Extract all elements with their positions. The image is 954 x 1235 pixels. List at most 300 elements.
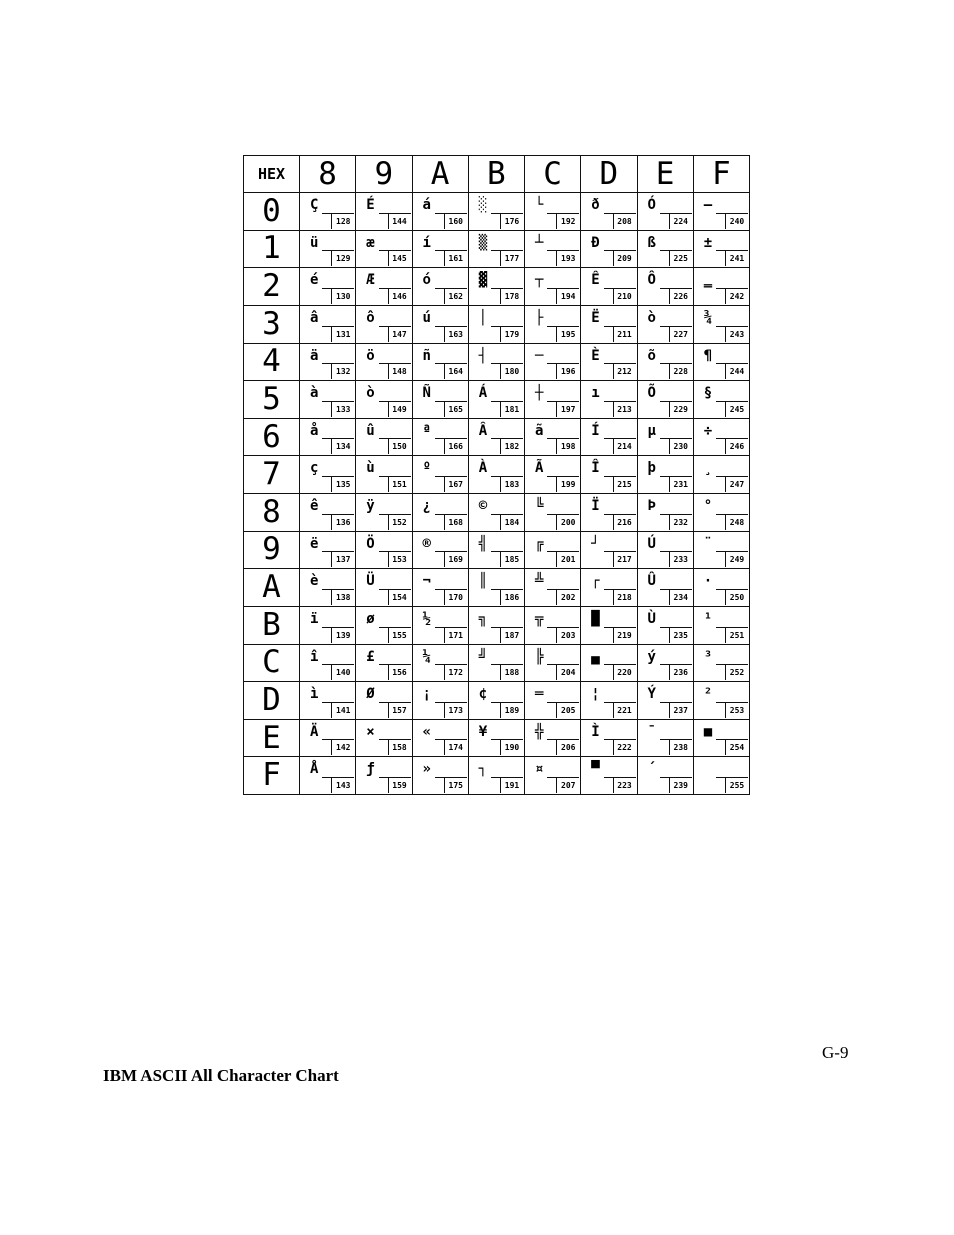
column-header: B bbox=[468, 156, 524, 193]
character-glyph: þ bbox=[647, 460, 656, 477]
character-cell bbox=[693, 644, 749, 682]
character-glyph: Û bbox=[647, 573, 656, 590]
character-glyph: í bbox=[422, 234, 431, 251]
character-cell bbox=[525, 418, 581, 456]
decimal-code: 178 bbox=[500, 288, 523, 304]
character-glyph: Ú bbox=[647, 535, 656, 552]
character-glyph: ╠ bbox=[535, 648, 544, 665]
character-glyph: Î bbox=[591, 460, 600, 477]
character-glyph: î bbox=[310, 648, 319, 665]
character-cell bbox=[525, 343, 581, 381]
character-glyph: ▀ bbox=[591, 761, 600, 778]
chart-caption: IBM ASCII All Character Chart bbox=[103, 1066, 339, 1085]
character-cell bbox=[468, 569, 524, 607]
character-cell bbox=[637, 305, 693, 343]
character-cell bbox=[356, 606, 412, 644]
character-glyph: ▓ bbox=[478, 272, 488, 289]
character-cell bbox=[693, 719, 749, 757]
character-cell bbox=[468, 305, 524, 343]
character-cell bbox=[637, 606, 693, 644]
row-header: 6 bbox=[244, 418, 300, 456]
decimal-code: 225 bbox=[669, 250, 692, 266]
decimal-code: 182 bbox=[500, 438, 523, 454]
decimal-code: 209 bbox=[613, 250, 636, 266]
character-glyph: ¤ bbox=[535, 761, 544, 778]
character-glyph: ä bbox=[310, 347, 319, 364]
character-glyph: ñ bbox=[422, 347, 431, 364]
character-glyph: Í bbox=[591, 422, 600, 439]
character-cell bbox=[300, 268, 356, 306]
decimal-code: 242 bbox=[725, 288, 748, 304]
character-glyph: ¡ bbox=[422, 686, 431, 703]
character-glyph: ð bbox=[591, 197, 600, 213]
character-glyph: ┬ bbox=[535, 272, 544, 289]
character-cell bbox=[468, 193, 524, 231]
column-header: C bbox=[525, 156, 581, 193]
table-row bbox=[244, 757, 750, 795]
character-glyph: è bbox=[310, 573, 319, 590]
character-glyph: Ä bbox=[310, 723, 319, 740]
decimal-code: 150 bbox=[388, 438, 411, 454]
decimal-code: 176 bbox=[500, 213, 523, 229]
character-cell bbox=[693, 531, 749, 569]
character-cell bbox=[356, 230, 412, 268]
row-header: B bbox=[244, 606, 300, 644]
character-cell bbox=[356, 268, 412, 306]
character-glyph: Þ bbox=[647, 498, 656, 514]
character-cell bbox=[412, 305, 468, 343]
row-header: F bbox=[244, 757, 300, 795]
table-row bbox=[244, 606, 750, 644]
character-cell bbox=[356, 682, 412, 720]
decimal-code: 167 bbox=[444, 476, 467, 492]
decimal-code: 233 bbox=[669, 551, 692, 567]
character-glyph: ╣ bbox=[478, 535, 488, 552]
decimal-code: 228 bbox=[669, 363, 692, 379]
decimal-code: 137 bbox=[331, 551, 354, 567]
character-glyph: ÿ bbox=[366, 498, 375, 514]
character-cell bbox=[300, 606, 356, 644]
decimal-code: 241 bbox=[725, 250, 748, 266]
character-glyph: Æ bbox=[366, 272, 375, 289]
character-glyph: Ø bbox=[366, 686, 375, 703]
decimal-code: 152 bbox=[388, 514, 411, 530]
character-glyph: Ã bbox=[535, 460, 544, 477]
character-glyph: Ñ bbox=[422, 385, 431, 402]
column-header: A bbox=[412, 156, 468, 193]
decimal-code: 183 bbox=[500, 476, 523, 492]
character-cell bbox=[300, 682, 356, 720]
character-glyph: Đ bbox=[591, 234, 600, 251]
character-cell bbox=[525, 381, 581, 419]
character-cell bbox=[412, 682, 468, 720]
character-cell bbox=[637, 268, 693, 306]
decimal-code: 139 bbox=[331, 627, 354, 643]
character-glyph: ² bbox=[703, 686, 713, 703]
decimal-code: 192 bbox=[556, 213, 579, 229]
character-cell bbox=[468, 719, 524, 757]
character-glyph: ¥ bbox=[478, 723, 488, 740]
character-cell bbox=[693, 456, 749, 494]
character-cell bbox=[412, 531, 468, 569]
character-cell bbox=[637, 456, 693, 494]
character-cell bbox=[300, 757, 356, 795]
decimal-code: 207 bbox=[556, 777, 579, 793]
decimal-code: 163 bbox=[444, 326, 467, 342]
character-cell bbox=[637, 531, 693, 569]
character-glyph: Â bbox=[478, 422, 488, 439]
decimal-code: 237 bbox=[669, 702, 692, 718]
character-glyph: À bbox=[478, 460, 488, 477]
decimal-code: 168 bbox=[444, 514, 467, 530]
character-glyph: â bbox=[310, 309, 319, 326]
decimal-code: 232 bbox=[669, 514, 692, 530]
character-glyph: ° bbox=[703, 498, 713, 514]
character-glyph: ƒ bbox=[366, 761, 375, 778]
character-glyph: ü bbox=[310, 234, 319, 251]
character-cell bbox=[412, 569, 468, 607]
character-cell bbox=[581, 606, 637, 644]
character-cell bbox=[581, 268, 637, 306]
decimal-code: 179 bbox=[500, 326, 523, 342]
row-header: E bbox=[244, 719, 300, 757]
character-cell bbox=[525, 230, 581, 268]
table-row bbox=[244, 682, 750, 720]
row-header: 0 bbox=[244, 193, 300, 231]
decimal-code: 208 bbox=[613, 213, 636, 229]
character-cell bbox=[468, 268, 524, 306]
character-cell bbox=[300, 381, 356, 419]
decimal-code: 203 bbox=[556, 627, 579, 643]
character-cell bbox=[525, 305, 581, 343]
character-glyph: õ bbox=[647, 347, 656, 364]
character-glyph: ¯ bbox=[647, 723, 656, 740]
character-cell bbox=[693, 682, 749, 720]
character-cell bbox=[637, 569, 693, 607]
chart-header bbox=[244, 156, 750, 193]
decimal-code: 240 bbox=[725, 213, 748, 229]
character-cell bbox=[693, 494, 749, 532]
decimal-code: 160 bbox=[444, 213, 467, 229]
decimal-code: 156 bbox=[388, 664, 411, 680]
decimal-code: 254 bbox=[725, 739, 748, 755]
character-glyph: » bbox=[422, 761, 431, 778]
character-glyph: ı bbox=[591, 385, 600, 402]
character-glyph: ╦ bbox=[535, 610, 544, 627]
character-glyph: à bbox=[310, 385, 319, 402]
decimal-code: 227 bbox=[669, 326, 692, 342]
decimal-code: 185 bbox=[500, 551, 523, 567]
character-cell bbox=[581, 757, 637, 795]
character-glyph: ÷ bbox=[703, 422, 713, 439]
character-glyph: — bbox=[703, 197, 713, 213]
row-header: 2 bbox=[244, 268, 300, 306]
character-glyph: « bbox=[422, 723, 431, 740]
character-glyph: Ô bbox=[647, 272, 656, 289]
character-glyph: · bbox=[703, 573, 713, 590]
character-glyph: ¾ bbox=[703, 309, 713, 326]
decimal-code: 141 bbox=[331, 702, 354, 718]
table-row bbox=[244, 569, 750, 607]
character-glyph: └ bbox=[535, 197, 544, 213]
decimal-code: 195 bbox=[556, 326, 579, 342]
table-row bbox=[244, 644, 750, 682]
row-header: 9 bbox=[244, 531, 300, 569]
decimal-code: 206 bbox=[556, 739, 579, 755]
character-cell bbox=[581, 494, 637, 532]
character-cell bbox=[525, 494, 581, 532]
character-glyph: é bbox=[310, 272, 319, 289]
character-cell bbox=[525, 531, 581, 569]
decimal-code: 135 bbox=[331, 476, 354, 492]
decimal-code: 142 bbox=[331, 739, 354, 755]
decimal-code: 191 bbox=[500, 777, 523, 793]
decimal-code: 245 bbox=[725, 401, 748, 417]
row-header: 5 bbox=[244, 381, 300, 419]
table-row bbox=[244, 305, 750, 343]
character-glyph: Ì bbox=[591, 723, 600, 740]
character-glyph: ┌ bbox=[591, 573, 600, 590]
character-cell bbox=[637, 682, 693, 720]
character-glyph: ´ bbox=[647, 761, 656, 778]
character-cell bbox=[525, 569, 581, 607]
character-cell bbox=[356, 418, 412, 456]
character-glyph: ¨ bbox=[703, 535, 713, 552]
row-header: 7 bbox=[244, 456, 300, 494]
character-cell bbox=[581, 644, 637, 682]
decimal-code: 162 bbox=[444, 288, 467, 304]
character-glyph: ▄ bbox=[591, 648, 600, 665]
character-glyph: ■ bbox=[703, 723, 713, 740]
character-cell bbox=[581, 193, 637, 231]
decimal-code: 174 bbox=[444, 739, 467, 755]
decimal-code: 128 bbox=[331, 213, 354, 229]
character-glyph: ß bbox=[647, 234, 656, 251]
decimal-code: 148 bbox=[388, 363, 411, 379]
character-glyph: ½ bbox=[422, 610, 431, 627]
character-cell bbox=[356, 305, 412, 343]
decimal-code: 236 bbox=[669, 664, 692, 680]
chart-body bbox=[244, 193, 750, 795]
decimal-code: 186 bbox=[500, 589, 523, 605]
row-header: 3 bbox=[244, 305, 300, 343]
decimal-code: 173 bbox=[444, 702, 467, 718]
decimal-code: 210 bbox=[613, 288, 636, 304]
character-glyph: ═ bbox=[535, 686, 544, 703]
character-glyph: ╩ bbox=[535, 573, 544, 590]
character-cell bbox=[412, 193, 468, 231]
character-glyph: Ë bbox=[591, 309, 600, 326]
decimal-code: 155 bbox=[388, 627, 411, 643]
decimal-code: 189 bbox=[500, 702, 523, 718]
decimal-code: 184 bbox=[500, 514, 523, 530]
decimal-code: 216 bbox=[613, 514, 636, 530]
decimal-code: 149 bbox=[388, 401, 411, 417]
decimal-code: 134 bbox=[331, 438, 354, 454]
character-cell bbox=[356, 531, 412, 569]
decimal-code: 197 bbox=[556, 401, 579, 417]
character-glyph: ╝ bbox=[478, 648, 488, 665]
decimal-code: 177 bbox=[500, 250, 523, 266]
character-glyph: ─ bbox=[535, 347, 544, 364]
character-cell bbox=[412, 494, 468, 532]
character-glyph: ¬ bbox=[422, 573, 431, 590]
decimal-code: 129 bbox=[331, 250, 354, 266]
decimal-code: 157 bbox=[388, 702, 411, 718]
character-cell bbox=[356, 719, 412, 757]
decimal-code: 211 bbox=[613, 326, 636, 342]
character-glyph: º bbox=[422, 460, 431, 477]
character-cell bbox=[300, 305, 356, 343]
character-glyph: ┐ bbox=[478, 761, 488, 778]
character-cell bbox=[412, 418, 468, 456]
character-glyph: ö bbox=[366, 347, 375, 364]
character-cell bbox=[300, 230, 356, 268]
row-header: C bbox=[244, 644, 300, 682]
decimal-code: 226 bbox=[669, 288, 692, 304]
character-cell bbox=[637, 230, 693, 268]
character-cell bbox=[693, 418, 749, 456]
character-cell bbox=[693, 268, 749, 306]
decimal-code: 219 bbox=[613, 627, 636, 643]
character-cell bbox=[412, 381, 468, 419]
character-cell bbox=[356, 644, 412, 682]
decimal-code: 213 bbox=[613, 401, 636, 417]
character-glyph: û bbox=[366, 422, 375, 439]
character-glyph: ª bbox=[422, 422, 431, 439]
decimal-code: 217 bbox=[613, 551, 636, 567]
character-cell bbox=[637, 757, 693, 795]
character-cell bbox=[693, 193, 749, 231]
character-cell bbox=[412, 268, 468, 306]
character-glyph: ┤ bbox=[478, 347, 488, 364]
decimal-code: 180 bbox=[500, 363, 523, 379]
decimal-code: 253 bbox=[725, 702, 748, 718]
character-glyph: │ bbox=[478, 309, 488, 326]
character-cell bbox=[468, 494, 524, 532]
page-number: G-9 bbox=[822, 1043, 849, 1062]
character-cell bbox=[581, 456, 637, 494]
row-header: 1 bbox=[244, 230, 300, 268]
column-header: 8 bbox=[300, 156, 356, 193]
column-header: 9 bbox=[356, 156, 412, 193]
character-cell bbox=[468, 757, 524, 795]
character-cell bbox=[525, 644, 581, 682]
decimal-code: 220 bbox=[613, 664, 636, 680]
character-glyph: ¶ bbox=[703, 347, 713, 364]
character-glyph: á bbox=[422, 197, 431, 213]
character-glyph: ╬ bbox=[535, 723, 544, 740]
character-glyph: ë bbox=[310, 535, 319, 552]
header-row bbox=[244, 156, 750, 193]
character-cell bbox=[581, 381, 637, 419]
row-header: D bbox=[244, 682, 300, 720]
character-glyph: Ü bbox=[366, 573, 375, 590]
character-glyph: Õ bbox=[647, 385, 656, 402]
character-cell bbox=[300, 193, 356, 231]
character-cell bbox=[693, 569, 749, 607]
character-glyph: ê bbox=[310, 498, 319, 514]
row-header: 4 bbox=[244, 343, 300, 381]
decimal-code: 151 bbox=[388, 476, 411, 492]
decimal-code: 200 bbox=[556, 514, 579, 530]
character-cell bbox=[525, 456, 581, 494]
character-cell bbox=[693, 757, 749, 795]
character-cell bbox=[581, 343, 637, 381]
decimal-code: 145 bbox=[388, 250, 411, 266]
character-cell bbox=[637, 494, 693, 532]
decimal-code: 221 bbox=[613, 702, 636, 718]
character-glyph: æ bbox=[366, 234, 375, 251]
row-header: 8 bbox=[244, 494, 300, 532]
table-row bbox=[244, 719, 750, 757]
character-cell bbox=[356, 569, 412, 607]
character-glyph: å bbox=[310, 422, 319, 439]
character-glyph: Ù bbox=[647, 610, 656, 627]
decimal-code: 131 bbox=[331, 326, 354, 342]
character-cell bbox=[356, 343, 412, 381]
character-cell bbox=[525, 719, 581, 757]
character-glyph: ò bbox=[647, 309, 656, 326]
character-cell bbox=[468, 531, 524, 569]
character-glyph: ® bbox=[422, 535, 431, 552]
character-glyph: Ö bbox=[366, 535, 375, 552]
character-cell bbox=[300, 644, 356, 682]
character-cell bbox=[693, 381, 749, 419]
character-cell bbox=[412, 456, 468, 494]
character-cell bbox=[412, 644, 468, 682]
decimal-code: 252 bbox=[725, 664, 748, 680]
character-cell bbox=[356, 494, 412, 532]
decimal-code: 187 bbox=[500, 627, 523, 643]
decimal-code: 212 bbox=[613, 363, 636, 379]
decimal-code: 132 bbox=[331, 363, 354, 379]
character-glyph: Ý bbox=[647, 686, 656, 703]
table-row bbox=[244, 531, 750, 569]
character-cell bbox=[300, 531, 356, 569]
character-cell bbox=[412, 343, 468, 381]
character-glyph: È bbox=[591, 347, 600, 364]
character-cell bbox=[412, 230, 468, 268]
character-cell bbox=[581, 682, 637, 720]
column-header: D bbox=[581, 156, 637, 193]
character-cell bbox=[468, 644, 524, 682]
decimal-code: 214 bbox=[613, 438, 636, 454]
character-cell bbox=[693, 343, 749, 381]
decimal-code: 243 bbox=[725, 326, 748, 342]
character-cell bbox=[468, 606, 524, 644]
character-cell bbox=[581, 719, 637, 757]
character-cell bbox=[468, 230, 524, 268]
decimal-code: 244 bbox=[725, 363, 748, 379]
character-glyph: £ bbox=[366, 648, 375, 665]
character-glyph: ¿ bbox=[422, 498, 431, 514]
character-glyph: ¢ bbox=[478, 686, 488, 703]
character-cell bbox=[412, 719, 468, 757]
character-glyph: ╚ bbox=[535, 498, 544, 514]
table-row bbox=[244, 230, 750, 268]
decimal-code: 251 bbox=[725, 627, 748, 643]
character-glyph: ò bbox=[366, 385, 375, 402]
character-cell bbox=[637, 193, 693, 231]
decimal-code: 143 bbox=[331, 777, 354, 793]
character-cell bbox=[468, 456, 524, 494]
character-cell bbox=[525, 757, 581, 795]
character-glyph: ░ bbox=[478, 197, 488, 213]
decimal-code: 194 bbox=[556, 288, 579, 304]
decimal-code: 223 bbox=[613, 777, 636, 793]
column-header: F bbox=[693, 156, 749, 193]
